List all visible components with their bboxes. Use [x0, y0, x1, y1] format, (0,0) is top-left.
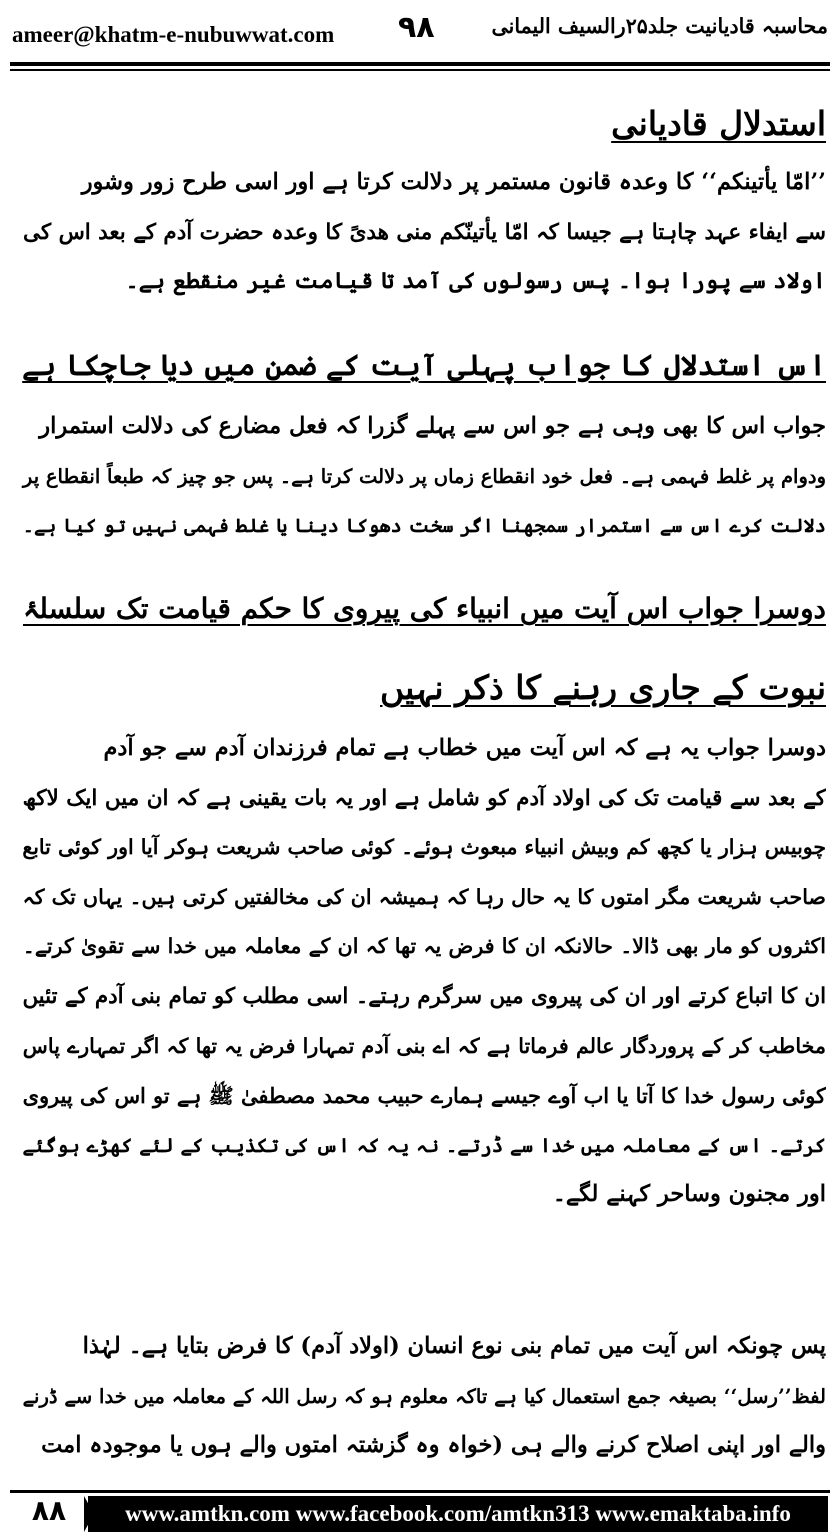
- text-line: جواب اس کا بھی وہی ہے جو اس سے پہلے گزرا کہ فعل مضارع کی دلالت استمرار: [39, 413, 826, 439]
- footer-page-number: ۸۸: [31, 1494, 67, 1527]
- section-heading-second-answer-line2: نبوت کے جاری رہنے کا ذکر نہیں: [380, 668, 826, 707]
- text-line: کرتے۔ اس کے معاملہ میں خدا سے ڈرتے۔ نہ یہ کہ اس کی تکذیب کے لئے کھڑے ہوگئے: [22, 1133, 826, 1157]
- text-line: چوبیس ہزار یا کچھ کم وبیش انبیاء مبعوث ہوئے۔ کوئی صاحب شریعت ہوکر آیا اور کوئی تابع: [22, 835, 826, 860]
- text-line: صاحب شریعت مگر امتوں کا یہ حال رہا کہ ہمیشہ ان کی مخالفتیں کرتی ہیں۔ یہاں تک کہ: [22, 884, 826, 909]
- paragraph-second-answer: [14, 724, 826, 1220]
- text-line: سے ایفاء عہد چاہتا ہے جیسا کہ امّا یأتینّکم منی ھدیً کا وعدہ حضرت آدم کے بعد اس کی: [23, 219, 826, 245]
- footer-rule: [10, 1490, 830, 1493]
- text-line: دلالت کرے اس سے استمرار سمجھنا اگر سخت دھوکا دینا یا غلط فہمی نہیں تو کیا ہے۔: [22, 514, 826, 538]
- text-line: ’’امّا یأتینکم‘‘ کا وعدہ قانون مستمر پر دلالت کرتا ہے اور اسی طرح زور وشور: [81, 169, 826, 195]
- text-line: ودوام پر غلط فہمی ہے۔ فعل خود انقطاع زماں پر دلالت کرتا ہے۔ پس جو چیز کہ طبعاً انقطاع پر: [22, 464, 826, 488]
- paragraph-qadiani-argument: [14, 158, 826, 307]
- header-page-number: ۹۸: [398, 10, 435, 45]
- text-line: لفظ’’رسل‘‘ بصیغہ جمع استعمال کیا ہے تاکہ معلوم ہو کہ رسل اللہ کے معاملہ میں خدا سے ڈرنے: [22, 1384, 826, 1408]
- section-heading-qadiani-argument: استدلال قادیانی: [611, 104, 826, 143]
- text-line: کوئی رسول خدا کا آتا یا اب آوے جیسے ہمارے حبیب محمد مصطفیٰ ﷺ ہے تو اس کی پیروی: [22, 1083, 826, 1109]
- section-heading-first-answer: اس استدلال کا جواب پہلی آیت کے ضمن میں دیا جاچکا ہے: [22, 348, 826, 382]
- text-line: پس چونکہ اس آیت میں تمام بنی نوع انسان (اولاد آدم) کا فرض بتایا ہے۔ لہٰذا: [82, 1333, 826, 1359]
- header-rule-thin: [10, 69, 830, 71]
- text-line: اور مجنون وساحر کہنے لگے۔: [552, 1181, 826, 1208]
- header-rule-thick: [10, 62, 830, 66]
- text-line: کے بعد سے قیامت تک کی اولاد آدم کو شامل ہے اور یہ بات یقینی ہے کہ ان میں ایک لاکھ: [22, 785, 826, 811]
- section-heading-second-answer-line1: دوسرا جواب اس آیت میں انبیاء کی پیروی کا حکم قیامت تک سلسلۂ: [23, 592, 826, 625]
- text-line: اکثروں کو مار بھی ڈالا۔ حالانکہ ان کا فرض یہ تھا کہ ان کے معاملہ میں خدا سے تقویٰ کرتے۔: [22, 934, 826, 959]
- footer-links[interactable]: www.amtkn.com www.facebook.com/amtkn313 www.emaktaba.info: [88, 1496, 828, 1532]
- text-line: والے اور اپنی اصلاح کرنے والے ہی (خواہ وہ گزشتہ امتوں والے ہوں یا موجودہ امت: [41, 1432, 826, 1459]
- paragraph-first-answer: [14, 402, 826, 551]
- text-line: اولاد سے پورا ہوا۔ پس رسولوں کی آمد تا قیامت غیر منقطع ہے۔: [125, 268, 826, 295]
- header-book-title: محاسبہ قادیانیت جلد۲۵رالسیف الیمانی: [491, 14, 828, 38]
- text-line: دوسرا جواب یہ ہے کہ اس آیت میں خطاب ہے تمام فرزندان آدم سے جو آدم: [103, 735, 826, 761]
- header-email: ameer@khatm-e-nubuwwat.com: [12, 22, 335, 47]
- paragraph-rusul-plural: [14, 1322, 826, 1471]
- text-line: ان کا اتباع کرتے اور ان کی پیروی میں سرگرم رہتے۔ اسی مطلب کو تمام بنی آدم کے تئیں: [22, 983, 826, 1009]
- text-line: مخاطب کر کے پروردگار عالم فرماتا ہے کہ اے بنی آدم تمہارا فرض یہ تھا کہ اگر تمہارے پاس: [22, 1033, 826, 1058]
